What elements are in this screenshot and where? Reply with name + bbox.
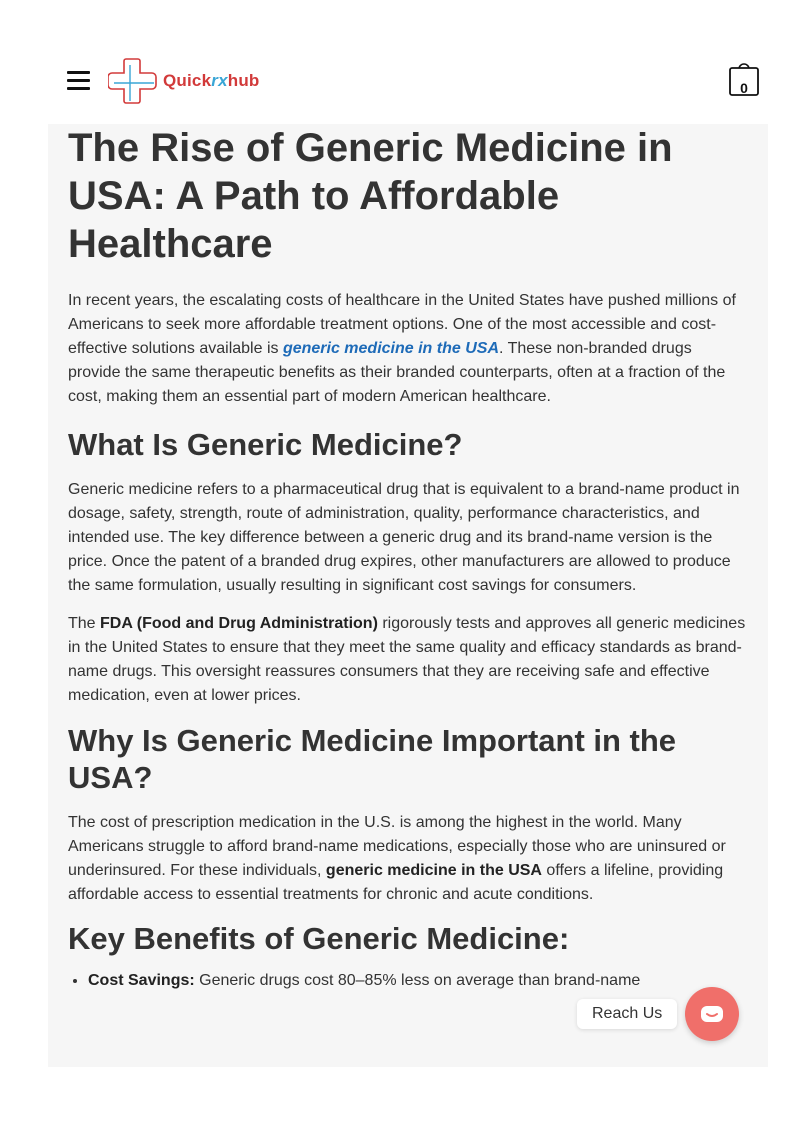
logo-text-hub: hub bbox=[227, 71, 260, 90]
chat-smile-icon bbox=[698, 1000, 726, 1028]
intro-paragraph bbox=[68, 289, 748, 409]
site-header bbox=[0, 0, 793, 124]
section-heading-what-is: What Is Generic Medicine? bbox=[68, 427, 463, 462]
article-container bbox=[48, 124, 768, 1067]
cart-count-badge: 0 bbox=[740, 80, 748, 96]
article-title: The Rise of Generic Medicine in USA: A Path to Affordable Healthcare bbox=[68, 126, 673, 266]
section-heading-why-important: Why Is Generic Medicine Important in the USA? bbox=[68, 723, 677, 795]
reach-us-label[interactable]: Reach Us bbox=[577, 999, 677, 1029]
generic-medicine-link[interactable]: generic medicine in the USA bbox=[282, 340, 499, 357]
definition-paragraph: Generic medicine refers to a pharmaceutical drug that is equivalent to a brand-name product in dosage, safety, strength, route of administration, quality, performance characteristics, and intended use. The key difference between a generic drug and its brand-name version is the price. Once the patent of a branded drug expires, other manufacturers are allowed to produce the same formulation, usually resulting in significant cost savings for consumers. bbox=[68, 481, 740, 594]
importance-paragraph bbox=[68, 811, 748, 907]
intro-text-before-link: In recent years, the escalating costs of healthcare in the United States have pushed millions of Americans to seek more affordable treatment options. One of the most accessible and cost-effective solutions available is bbox=[68, 292, 736, 357]
logo-text-rx: rx bbox=[211, 71, 228, 90]
hamburger-menu-icon[interactable] bbox=[67, 71, 90, 91]
medical-cross-logo-icon bbox=[108, 57, 158, 105]
section-heading-key-benefits: Key Benefits of Generic Medicine: bbox=[68, 921, 570, 956]
fda-text-rest: rigorously tests and approves all generic medicines in the United States to ensure that they meet the same quality and efficacy standards as brand-name drugs. This oversight reassures consumers that they are receiving safe and effective medication, even at lower prices. bbox=[68, 615, 746, 704]
importance-bold-text: generic medicine in the USA bbox=[325, 862, 542, 879]
logo-text-quick: Quick bbox=[163, 71, 212, 90]
logo-wordmark bbox=[163, 71, 260, 91]
benefit-title: Cost Savings: bbox=[88, 972, 195, 989]
fda-bold-text: FDA (Food and Drug Administration) bbox=[100, 615, 378, 632]
fda-paragraph bbox=[68, 612, 748, 708]
intro-text-after-link: . These non-branded drugs provide the same therapeutic benefits as their branded counterparts, often at a fraction of the cost, making them an essential part of modern American healthcare. bbox=[68, 340, 726, 405]
article-body bbox=[68, 124, 748, 993]
site-logo[interactable] bbox=[108, 57, 268, 105]
cart-button[interactable] bbox=[729, 61, 759, 97]
fda-text-prefix: The bbox=[68, 615, 101, 632]
benefit-text: Generic drugs cost 80–85% less on average than brand-name bbox=[194, 972, 641, 989]
chat-widget-button[interactable] bbox=[685, 987, 739, 1041]
importance-text-after: offers a lifeline, providing affordable access to essential treatments for chronic and acute conditions. bbox=[68, 862, 724, 903]
benefits-list bbox=[88, 969, 748, 993]
list-item bbox=[88, 969, 748, 993]
importance-text-before: The cost of prescription medication in the U.S. is among the highest in the world. Many Americans struggle to afford brand-name medications, especially those who are uninsured or underinsured. For these individuals, bbox=[68, 814, 726, 879]
